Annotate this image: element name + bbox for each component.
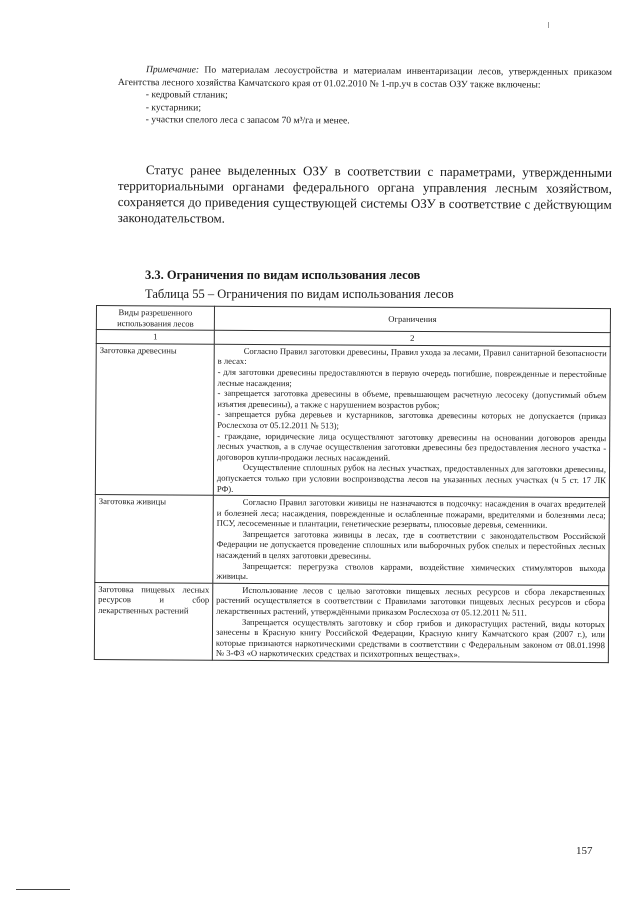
header-restrictions: Ограничения <box>214 306 610 333</box>
note-label: Примечание: <box>145 64 200 76</box>
restriction-paragraph: - запрещается заготовка древесины в объеме, превышающем расчетную лесосеку (допустимый объем изъятия древесины), а также с нарушением возрастов рубок; <box>217 387 607 410</box>
restrictions-cell <box>213 344 610 498</box>
restriction-paragraph: Запрещается заготовка живицы в лесах, где в соответствии с законодательством Российской Федерации не допускается проведение сплошных или выборочных рубок спелых и перестойных лесных насаждений в целях заготовки древесины. <box>216 528 606 561</box>
restrictions-cell <box>213 495 610 585</box>
note-item: - участки спелого леса с запасом 70 м³/га и менее. <box>145 114 350 127</box>
note-text: По материалам лесоустройства и материалам инвентаризации лесов, утвержденных приказом Агентства лесного хозяйства Камчатского края от 01.02.2010 № 1-пр.уч в состав ОЗУ также включены: <box>117 64 612 91</box>
table-row <box>95 343 610 497</box>
column-number: 1 <box>96 330 214 344</box>
table-row <box>95 495 610 586</box>
note-list <box>118 89 612 130</box>
restriction-paragraph: Запрещается осуществлять заготовку и сбор грибов и дикорастущих растений, виды которых занесены в Красную книгу Российской Федерации, Красную книгу Камчатского края (2007 г.), или которые признаются наркотическими средствами в соответствии с Федеральным законом от 08.01.1998 № 3-ФЗ «О наркотических средствах и психотропных веществах». <box>215 616 606 660</box>
restriction-paragraph: Использование лесов с целью заготовки пищевых лесных ресурсов и сбора лекарственных растений осуществляется в соответствии с Правилами заготовки пищевых лесных ресурсов и сбора лекарственных растений, утверждёнными приказом Рослесхоза от 05.12.2011 № 511. <box>216 584 606 618</box>
footnote-separator <box>16 889 70 890</box>
header-usage-type: Виды разрешенного использования лесов <box>96 306 214 331</box>
note-item: - кедровый стланик; <box>145 89 228 101</box>
restriction-paragraph: - для заготовки древесины предоставляются в первую очередь погибшие, поврежденные и перестойные лесные насаждения; <box>217 366 607 388</box>
table-row <box>94 582 608 662</box>
scan-speck <box>548 22 549 28</box>
restriction-paragraph: - граждане, юридические лица осуществляют заготовку древесины на основании договоров аренды лесных участков, а в случае осуществления заготовки древесины без предоставления лесного участка - договоров купли-продажи лесных насаждений. <box>217 430 607 463</box>
restriction-paragraph: Запрещается: перегрузка стволов каррами, воздействие химических стимуляторов выхода живицы. <box>216 560 606 582</box>
restriction-paragraph: - запрещается рубка деревьев и кустарников, заготовка древесины которых не допускается (приказ Рослесхоза от 05.12.2011 № 513); <box>217 409 607 431</box>
usage-type-cell: Заготовка древесины <box>95 343 214 495</box>
restriction-paragraph: Согласно Правил заготовки живицы не назначаются в подсочку: насаждения в очагах вредителей и болезней леса; насаждения, поврежденные и ослабленные пожарами, вредителями и болезнями леса; ПСУ, лесосеменные и плантации, генетические резерваты, плюсовые деревья, семенники. <box>216 496 606 531</box>
note-block <box>118 64 612 130</box>
restrictions-table <box>94 305 611 663</box>
table-header-row <box>96 306 610 333</box>
status-paragraph-block <box>118 162 612 229</box>
page-number: 157 <box>576 845 593 857</box>
table-caption: Таблица 55 – Ограничения по видам использования лесов <box>145 287 454 301</box>
status-paragraph: Статус ранее выделенных ОЗУ в соответствии с параметрами, утвержденными территориальными органами федерального органа управления лесным хозяйством, сохраняется до приведения существующей системы ОЗУ в соответствие с действующим законодательством. <box>117 162 612 226</box>
column-number: 2 <box>214 330 610 346</box>
restriction-paragraph: Осуществление сплошных рубок на лесных участках, предоставленных для заготовки древесины, допускается только при условии воспроизводства лесов на указанных лесных участках (ч 5 ст. 17 ЛК РФ). <box>216 462 607 494</box>
note-item: - кустарники; <box>145 101 202 114</box>
note-paragraph <box>118 64 612 92</box>
restriction-paragraph: Согласно Правил заготовки древесины, Правил ухода за лесами, Правил санитарной безопасности в лесах: <box>217 345 607 367</box>
usage-type-cell: Заготовка живицы <box>95 495 214 583</box>
usage-type-cell: Заготовка пищевых лесных ресурсов и сбор лекарственных растений <box>94 582 212 660</box>
restrictions-cell <box>212 583 608 663</box>
section-heading: 3.3. Ограничения по видам использования лесов <box>145 268 421 282</box>
